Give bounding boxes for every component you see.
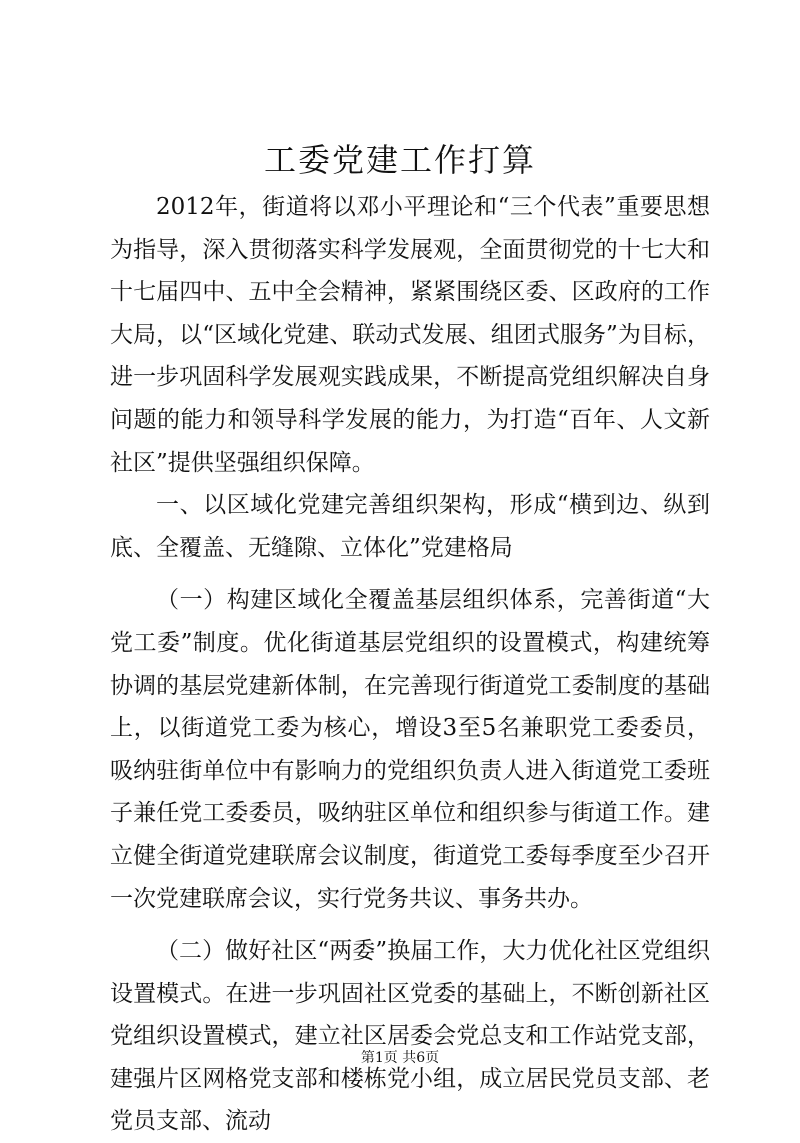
paragraph-subsection-2: （二）做好社区“两委”换届工作，大力优化社区党组织设置模式。在进一步巩固社区党委的基础上，不断创新社区党组织设置模式，建立社区居委会党总支和工作站党支部，建强片区网格党支部和楼栋党小组，成立居民党员支部、老党员支部、流动 (110, 938, 710, 1135)
page-footer: 第1页 共6页 (360, 1050, 440, 1066)
document-title: 工委党建工作打算 (263, 141, 536, 179)
paragraph-intro: 2012年，街道将以邓小平理论和“三个代表”重要思想为指导，深入贯彻落实科学发展观，全面贯彻党的十七大和十七届四中、五中全会精神，紧紧围绕区委、区政府的工作大局，以“区域化党建、联动式发展、组团式服务”为目标，进一步巩固科学发展观实践成果，不断提高党组织解决自身问题的能力和领导科学发展的能力，为打造“百年、人文新社区”提供坚强组织保障。 (110, 194, 710, 476)
paragraph-subsection-1: （一）构建区域化全覆盖基层组织体系，完善街道“大党工委”制度。优化街道基层党组织的设置模式，构建统筹协调的基层党建新体制，在完善现行街道党工委制度的基础上，以街道党工委为核心，增设3至5名兼职党工委委员，吸纳驻街单位中有影响力的党组织负责人进入街道党工委班子兼任党工委委员，吸纳驻区单位和组织参与街道工作。建立健全街道党建联席会议制度，街道党工委每季度至少召开一次党建联席会议，实行党务共议、事务共办。 (110, 587, 710, 912)
section-heading-1: 一、以区域化党建完善组织架构，形成“横到边、纵到底、全覆盖、无缝隙、立体化”党建格局 (110, 492, 710, 561)
document-body (110, 186, 710, 1143)
